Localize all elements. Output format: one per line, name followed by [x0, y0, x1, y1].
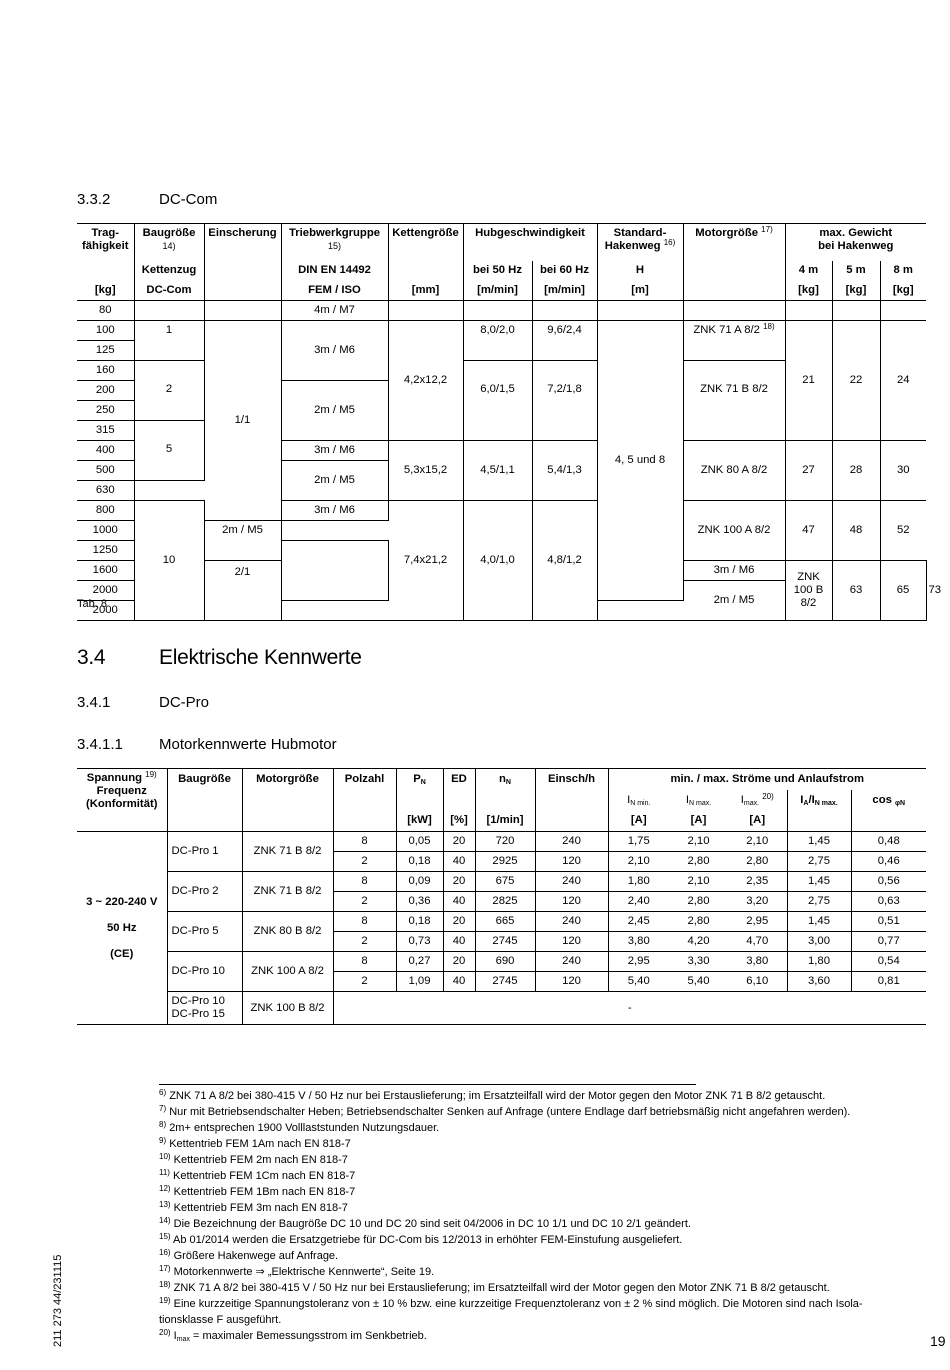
footnotes — [159, 1088, 919, 1344]
section-title: DC-Pro — [159, 694, 210, 711]
footnote: $^{19)}$ Eine kurzzeitige Spannungstoleranz von ± 10 % bzw. eine kurzzeitige Frequenztoleranz von ± 2 % sind möglich. Die Motoren sind nach Isola- — [159, 1296, 863, 1310]
section-title: Elektrische Kennwerte — [159, 646, 362, 669]
footnote: $^{6)}$ ZNK 71 A 8/2 bei 380-415 V / 50 Hz nur bei Erstauslieferung; im Ersatzteilfall wird der Motor gegen den Motor ZNK 71 B 8/2 getauscht. — [159, 1088, 826, 1102]
section-title: DC-Com — [159, 191, 218, 208]
footnote: $^{18)}$ ZNK 71 A 8/2 bei 380-415 V / 50 Hz nur bei Erstauslieferung; im Ersatzteilfall wird der Motor gegen den Motor ZNK 71 B 8/2 getauscht. — [159, 1280, 830, 1294]
section-number: 3.3.2 — [77, 191, 111, 208]
section-number: 3.4.1.1 — [77, 736, 123, 753]
table-row: DC-Pro 2 ZNK 71 B 8/2 8 0,09 20 675 240 1,80 2,10 2,35 1,45 0,56 — [77, 872, 926, 892]
footnote: $^{7)}$ Nur mit Betriebsendschalter Heben; Betriebsendschalter Senken auf Anfrage (untere Endlage darf betriebsmäßig nicht angefahren werden). — [159, 1104, 851, 1118]
table-row: 2 0,18 40 2925 120 2,10 2,80 2,80 2,75 0,46 — [77, 852, 926, 872]
table-caption: Tab. 8 — [77, 598, 107, 610]
footnote: $^{20)}$ $I_{max}$ = maximaler Bemessungsstrom im Senkbetrieb. — [159, 1328, 427, 1343]
dc-pro-motor-table: Spannung $^{19)}$ Frequenz (Konformität) Baugröße Motorgröße Polzahl $P_N$ ED $n_N$ Einsch/h min. / max. Ströme und Anlaufstrom $I_{N min.}$ $I_{N max.}$ $I_{max.}$ $^{20)}$ $I_A/I_{N max.}$ cos $_{\varphi N}$ [kW] [%] [1/min] [A] [A] [A] 3 ~ 220-240 V 50 Hz (CE) DC-Pro 1 ZNK 71 B 8/2 8 0,05 20 720 240 1,75 2,10 2,10 1,45 0,48 2 0,18 40 2925 120 2,10 2,80 2,80 2,75 0,46 DC-Pro 2 ZNK 71 B 8/2 8 0,09 20 675 240 1,80 2,10 2,35 1,45 0,56 2 0,36 40 2825 120 2,40 2,80 3,20 2,75 0,63 DC-Pro 5 ZNK 80 B 8/2 8 0,18 20 665 240 2,45 2,80 2,95 1,45 0,51 2 0,73 40 2745 120 3,80 4,20 4,70 3,00 0,77 DC-Pro 10 ZNK 100 A 8/2 8 0,27 20 690 240 2,95 3,30 3,80 1,80 0,54 2 1,09 40 2745 120 5,40 5,40 6,10 3,60 0,81 DC-Pro 10 DC-Pro 15 ZNK 100 B 8/2 - — [77, 768, 926, 1025]
footnote: $^{12)}$ Kettentrieb FEM 1Bm nach EN 818-7 — [159, 1184, 356, 1198]
voltage-cell: 3 ~ 220-240 V 50 Hz (CE) — [77, 832, 167, 1025]
document-number: 211 273 44/231115 — [52, 1254, 64, 1347]
footnote: $^{8)}$ 2m+ entsprechen 1900 Volllaststunden Nutzungsdauer. — [159, 1120, 440, 1134]
footnote: tionsklasse F ausgeführt. — [159, 1314, 282, 1326]
footnote: $^{13)}$ Kettentrieb FEM 3m nach EN 818-7 — [159, 1200, 348, 1214]
footnote: $^{16)}$ Größere Hakenwege auf Anfrage. — [159, 1248, 339, 1262]
footnote: $^{11)}$ Kettentrieb FEM 1Cm nach EN 818-7 — [159, 1168, 356, 1182]
section-number: 3.4.1 — [77, 694, 111, 711]
table-row: DC-Pro 5 ZNK 80 B 8/2 8 0,18 20 665 240 2,45 2,80 2,95 1,45 0,51 — [77, 912, 926, 932]
table-row: 2 1,09 40 2745 120 5,40 5,40 6,10 3,60 0,81 — [77, 972, 926, 992]
footnote-rule — [159, 1084, 696, 1085]
footnote: $^{10)}$ Kettentrieb FEM 2m nach EN 818-7 — [159, 1152, 348, 1166]
page-number: 19 — [930, 1333, 946, 1349]
table-row: 2 0,73 40 2745 120 3,80 4,20 4,70 3,00 0,77 — [77, 932, 926, 952]
footnote: $^{9)}$ Kettentrieb FEM 1Am nach EN 818-7 — [159, 1136, 351, 1150]
section-number: 3.4 — [77, 646, 106, 669]
dc-com-table: Trag- fähigkeit Baugröße 14) Einscherung Triebwerkgruppe 15) Kettengröße Hubgeschwindigkeit Standard- Hakenweg $^{16)}$ Motorgröße $^{17)}$ max. Gewicht bei Hakenweg Kettenzug DIN EN 14492 bei 50 Hz bei 60 Hz H 4 m 5 m 8 m [kg] DC-Com FEM / ISO [mm] [m/min] [m/min] [m] [kg] [kg] [kg] 80 4m / M7 100 1 1/1 3m / M6 4,2x12,2 8,0/2,0 9,6/2,4 4, 5 und 8 ZNK 71 A 8/2 $^{18)}$ 21 22 24 125 160 2 6,0/1,5 7,2/1,8 ZNK 71 B 8/2 200 2m / M5 250 315 5 400 3m / M6 5,3x15,2 4,5/1,1 5,4/1,3 ZNK 80 A 8/2 27 28 30 500 2m / M5 630 800 10 3m / M6 7,4x21,2 4,0/1,0 4,8/1,2 ZNK 100 A 8/2 47 48 52 1000 2m / M5 1250 1600 2/1 3m / M6 ZNK 100 B 8/2 63 65 73 2000 2m / M5 2000 — [77, 223, 926, 621]
footnote: $^{15)}$ Ab 01/2014 werden die Ersatzgetriebe für DC-Com bis 12/2013 in erhöhter FEM-Einstufung ausgeliefert. — [159, 1232, 683, 1246]
table-row: 3 ~ 220-240 V 50 Hz (CE) DC-Pro 1 ZNK 71 B 8/2 8 0,05 20 720 240 1,75 2,10 2,10 1,45 0,48 — [77, 832, 926, 852]
footnote: $^{17)}$ Motorkennwerte ⇒ „Elektrische Kennwerte“, Seite 19. — [159, 1264, 435, 1278]
table-row: 2 0,36 40 2825 120 2,40 2,80 3,20 2,75 0,63 — [77, 892, 926, 912]
table-row: DC-Pro 10 ZNK 100 A 8/2 8 0,27 20 690 240 2,95 3,30 3,80 1,80 0,54 — [77, 952, 926, 972]
section-title: Motorkennwerte Hubmotor — [159, 736, 337, 753]
footnote: $^{14)}$ Die Bezeichnung der Baugröße DC 10 und DC 20 sind seit 04/2006 in DC 10 1/1 und DC 10 2/1 geändert. — [159, 1216, 691, 1230]
